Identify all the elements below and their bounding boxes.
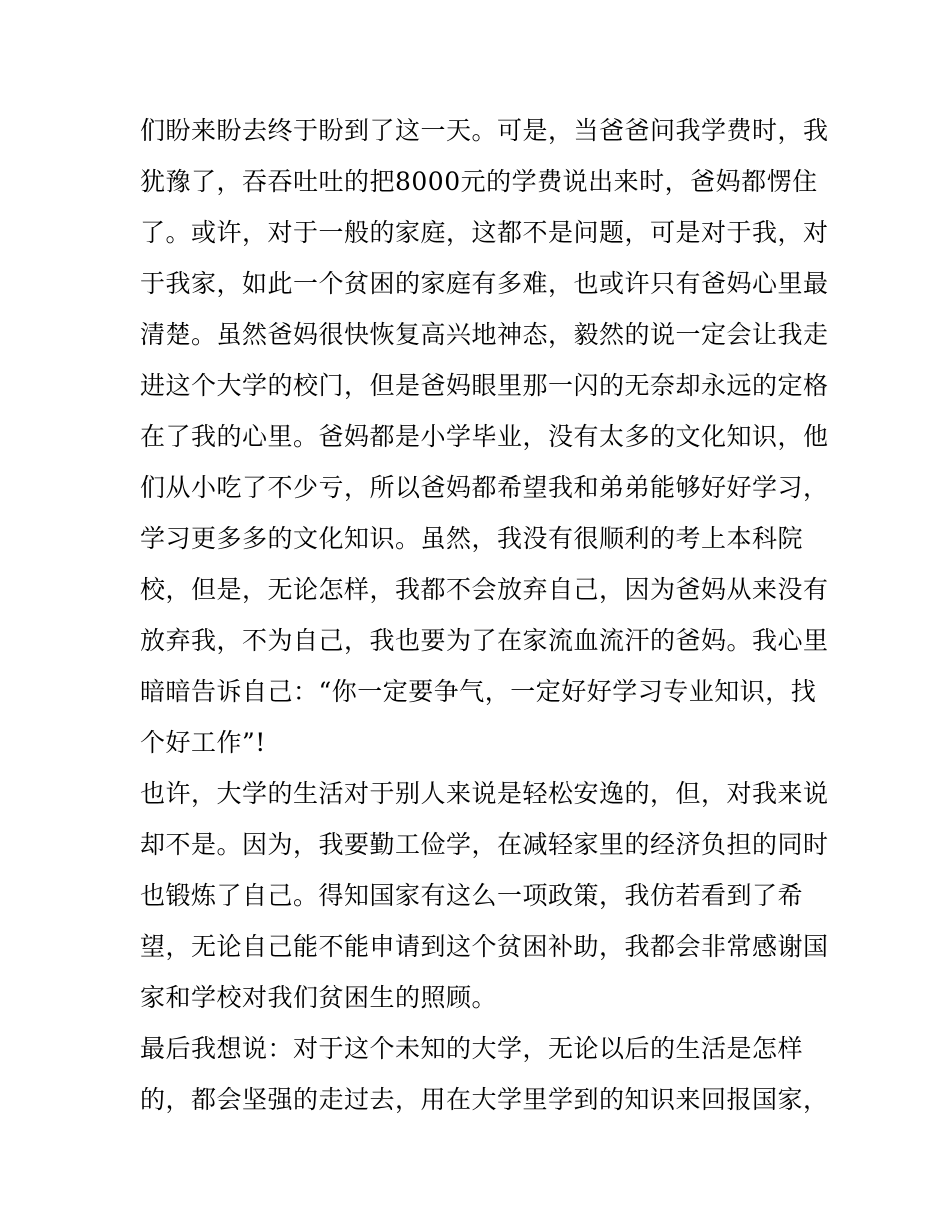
text-line: 个好工作”!: [140, 728, 266, 757]
text-line: 望，无论自己能不能申请到这个贫困补助，我都会非常感谢国: [140, 932, 829, 961]
text-line: 们盼来盼去终于盼到了这一天。可是，当爸爸问我学费时，我: [140, 116, 829, 145]
text-line: 放弃我，不为自己，我也要为了在家流血流汗的爸妈。我心里: [140, 626, 829, 655]
text-line: 也锻炼了自己。得知国家有这么一项政策，我仿若看到了希: [140, 881, 804, 910]
text-line: 学习更多多的文化知识。虽然，我没有很顺利的考上本科院: [140, 524, 804, 553]
text-line: 暗暗告诉自己：“你一定要争气，一定好好学习专业知识，找: [140, 677, 817, 706]
text-line: 也许，大学的生活对于别人来说是轻松安逸的，但，对我来说: [140, 779, 829, 808]
text-line: 家和学校对我们贫困生的照顾。: [140, 983, 498, 1012]
text-line: 的，都会坚强的走过去，用在大学里学到的知识来回报国家，: [140, 1085, 829, 1114]
text-line: 们从小吃了不少亏，所以爸妈都希望我和弟弟能够好好学习，: [140, 473, 829, 502]
text-line: 最后我想说：对于这个未知的大学，无论以后的生活是怎样: [140, 1034, 804, 1063]
text-line: 却不是。因为，我要勤工俭学，在减轻家里的经济负担的同时: [140, 830, 829, 859]
text-line: 清楚。虽然爸妈很快恢复高兴地神态，毅然的说一定会让我走: [140, 320, 829, 349]
text-line: 校，但是，无论怎样，我都不会放弃自己，因为爸妈从来没有: [140, 575, 829, 604]
text-line: 了。或许，对于一般的家庭，这都不是问题，可是对于我，对: [140, 218, 829, 247]
text-line: 进这个大学的校门，但是爸妈眼里那一闪的无奈却永远的定格: [140, 371, 829, 400]
document-body: [140, 105, 829, 1125]
text-line: 犹豫了，吞吞吐吐的把8000元的学费说出来时，爸妈都愣住: [140, 167, 818, 196]
text-line: 在了我的心里。爸妈都是小学毕业，没有太多的文化知识，他: [140, 422, 829, 451]
text-line: 于我家，如此一个贫困的家庭有多难，也或许只有爸妈心里最: [140, 269, 829, 298]
